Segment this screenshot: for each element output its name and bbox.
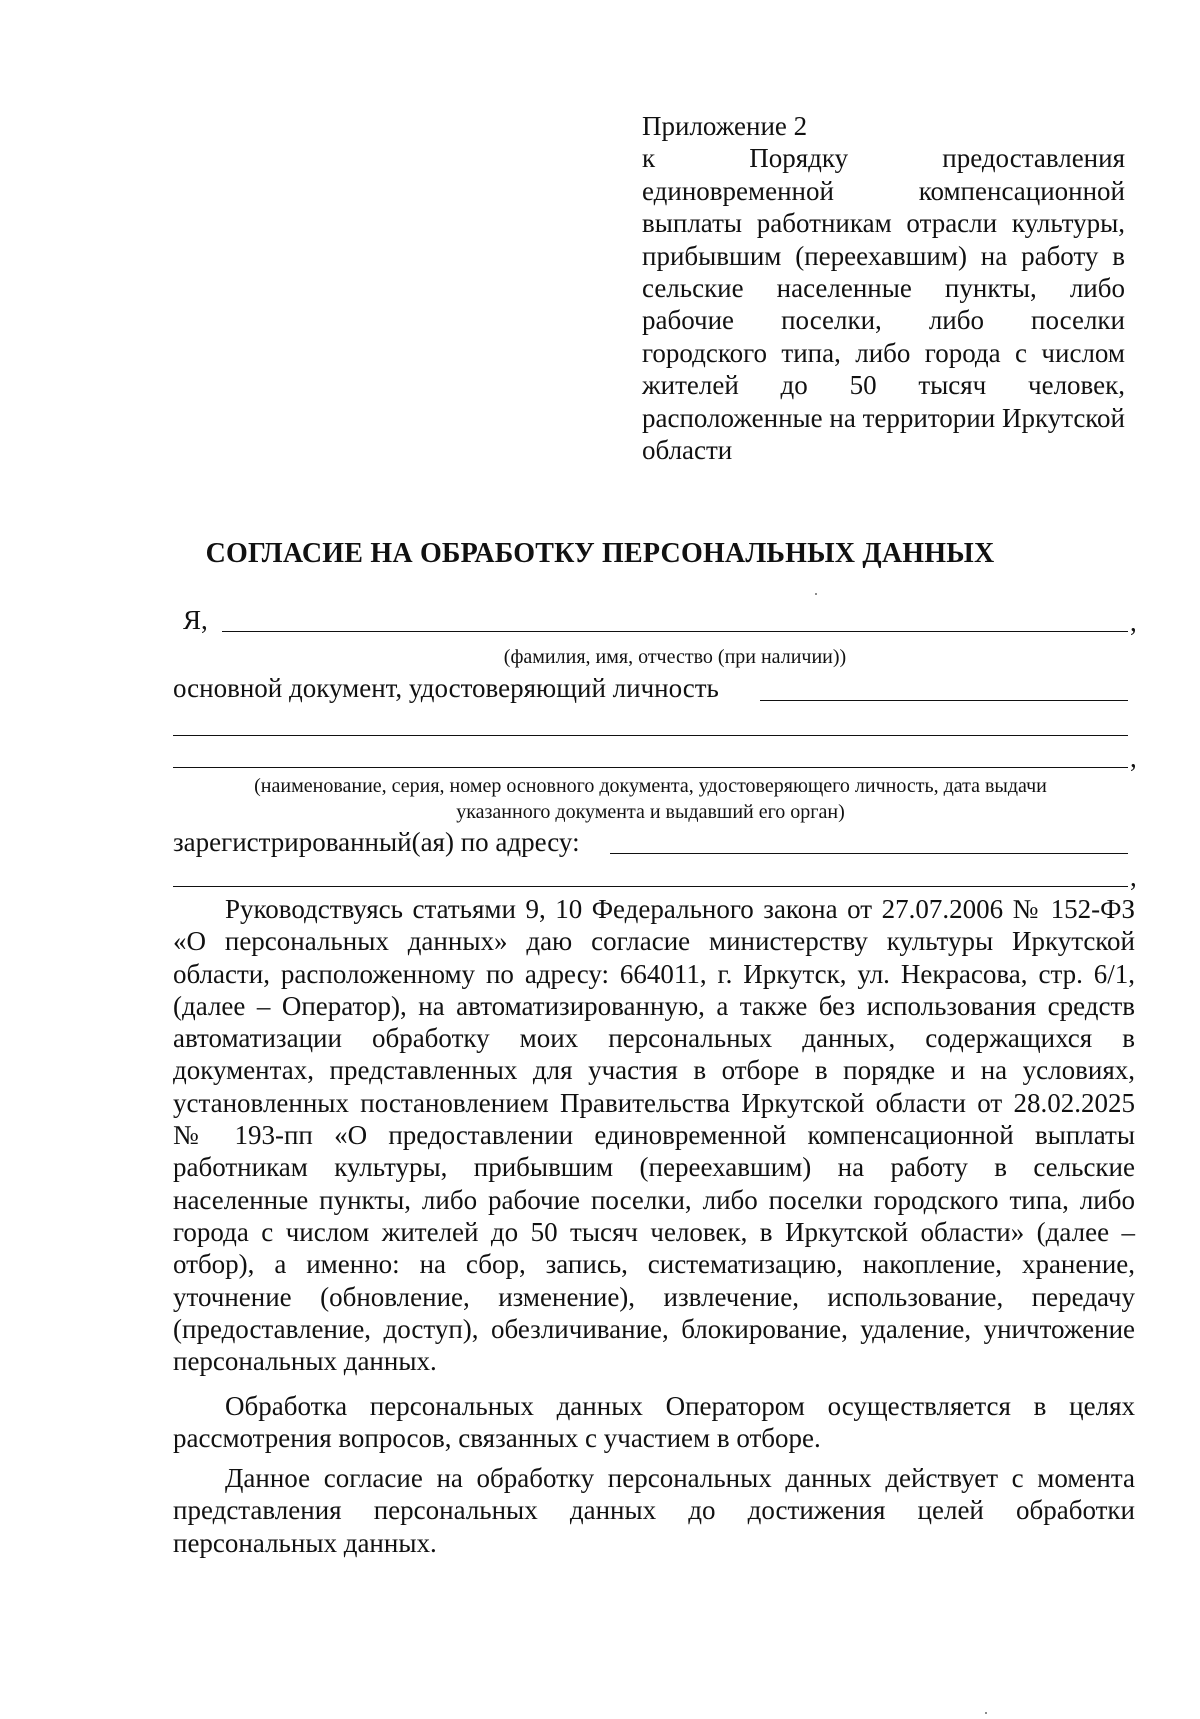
name-caption: (фамилия, имя, отчество (при наличии)) (503, 646, 847, 668)
scan-speck (985, 1712, 987, 1714)
id-doc-caption-line-2: указанного документа и выдавший его орган) (456, 801, 845, 823)
id-doc-field-line-3[interactable] (173, 767, 1128, 768)
appendix-block (642, 110, 1125, 466)
appendix-title: Приложение 2 (642, 111, 808, 141)
address-field-line-2[interactable] (173, 886, 1128, 887)
address-line-comma: , (1130, 862, 1137, 892)
body-paragraph-1: Руководствуясь статьями 9, 10 Федерального закона от 27.07.2006 № 152-ФЗ «О персональных данных» даю согласие министерству культуры Иркутской области, расположенному по адресу: 664011, г. Иркутск, ул. Некрасова, стр. 6/1, (далее – Оператор), на автоматизированную, а также без использования средств автоматизации обработку моих персональных данных, содержащихся в документах, представленных для участия в отборе в порядке и на условиях, установленных постановлением Правительства Иркутской области от 28.02.2025 № 193-пп «О предоставлении единовременной компенсационной выплаты работникам культуры, прибывшим (переехавшим) на работу в сельские населенные пункты, либо рабочие поселки, либо поселки городского типа, либо города с числом жителей до 50 тысяч человек, в Иркутской области» (далее – отбор), а именно: на сбор, запись, систематизацию, накопление, хранение, уточнение (обновление, изменение), извлечение, использование, передачу (предоставление, доступ), обезличивание, блокирование, удаление, уничтожение персональных данных. (173, 894, 1135, 1377)
appendix-text: к Порядку предоставления единовременной компенсационной выплаты работникам отрасли культуры, прибывшим (переехавшим) на работу в сельские населенные пункты, либо рабочие поселки, либо поселки городского типа, либо города с числом жителей до 50 тысяч человек, расположенные на территории Иркутской области (642, 143, 1125, 466)
address-field-line-1[interactable] (610, 853, 1128, 854)
address-label: зарегистрированный(ая) по адресу: (173, 827, 580, 857)
body-paragraph-3: Данное согласие на обработку персональных данных действует с момента представления персональных данных до достижения целей обработки персональных данных. (173, 1463, 1135, 1558)
id-doc-line-comma: , (1130, 743, 1137, 773)
id-doc-caption-line-1: (наименование, серия, номер основного документа, удостоверяющего личность, дата выдачи (254, 775, 1047, 797)
document-title: СОГЛАСИЕ НА ОБРАБОТКУ ПЕРСОНАЛЬНЫХ ДАННЫХ (205, 538, 995, 569)
id-doc-field-line-1[interactable] (760, 700, 1128, 701)
name-line-comma: , (1130, 607, 1137, 637)
name-field-line[interactable] (222, 631, 1128, 632)
body-paragraph-2: Обработка персональных данных Оператором осуществляется в целях рассмотрения вопросов, связанных с участием в отборе. (173, 1391, 1135, 1454)
scan-speck (815, 593, 817, 595)
i-label: Я, (183, 605, 208, 635)
id-doc-label: основной документ, удостоверяющий личность (173, 673, 719, 703)
id-doc-field-line-2[interactable] (173, 735, 1128, 736)
